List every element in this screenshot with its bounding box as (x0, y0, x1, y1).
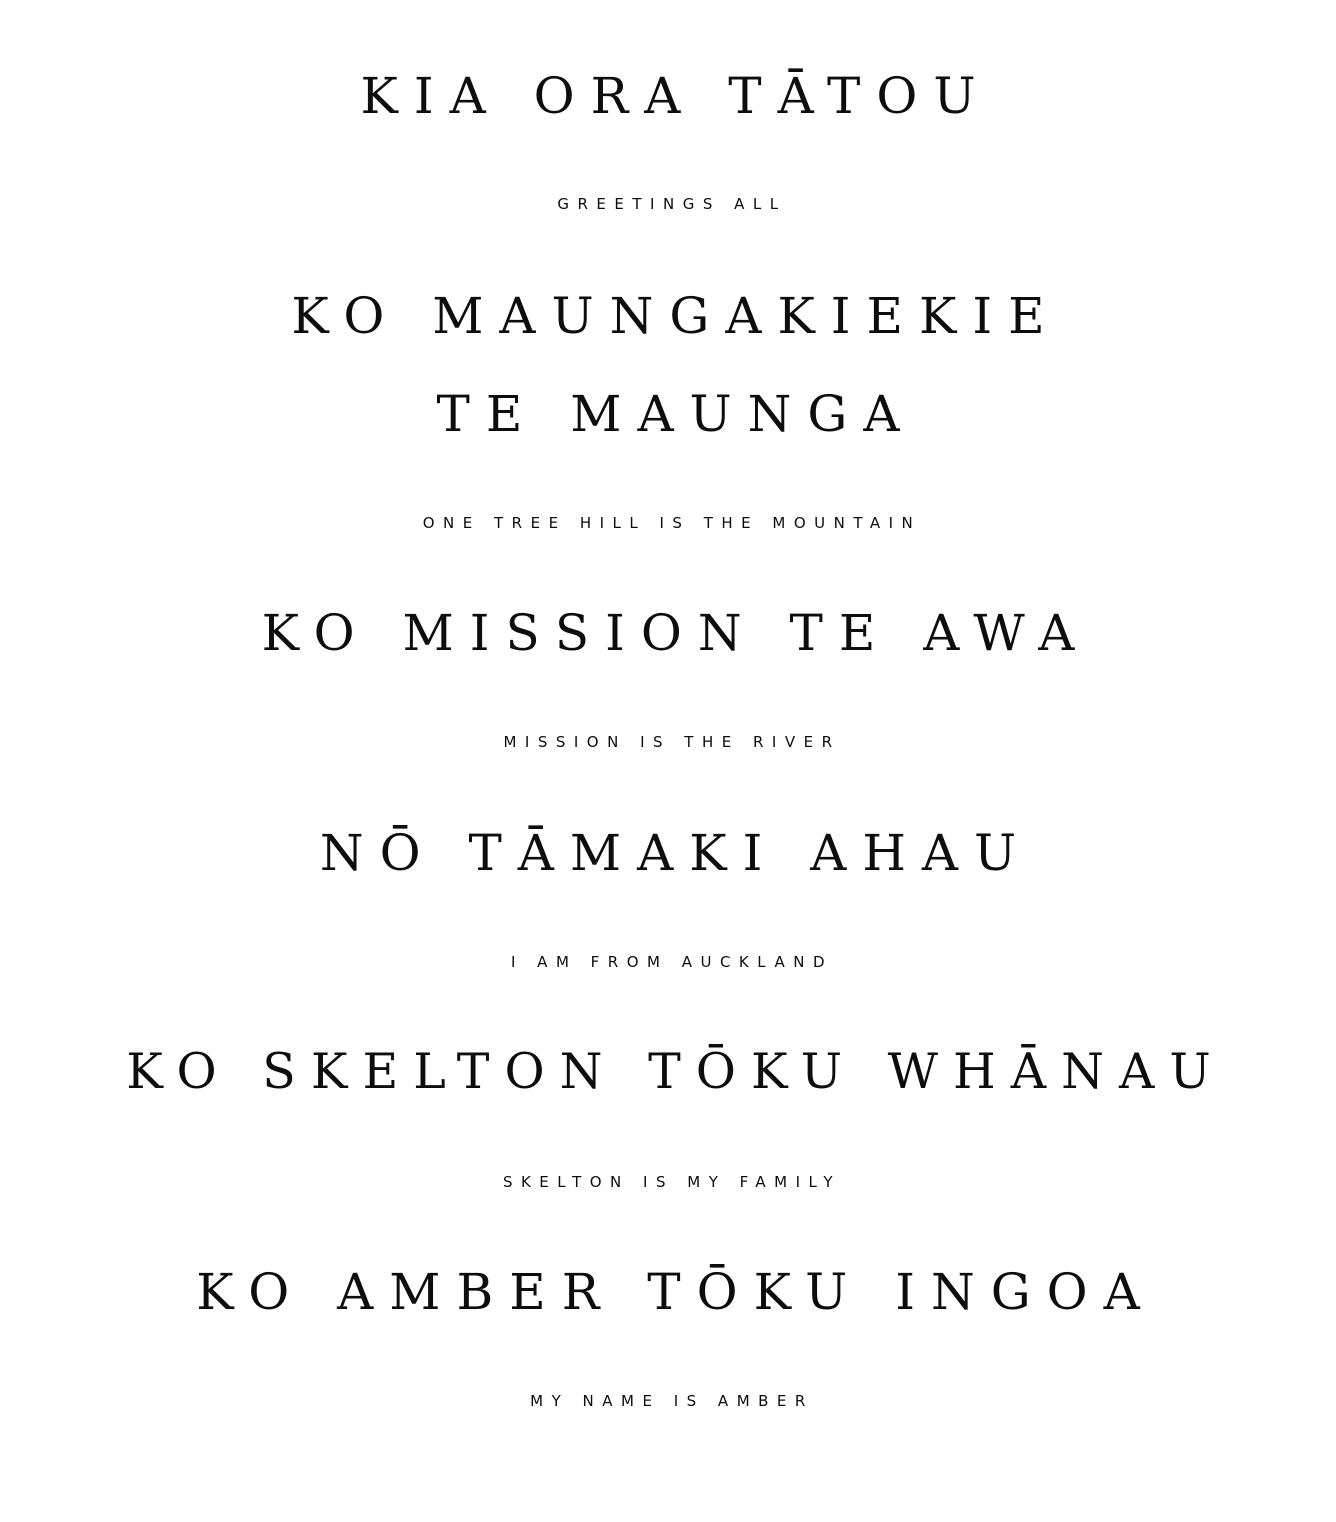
english-line-origin: I AM FROM AUCKLAND (510, 953, 833, 971)
english-line-family: SKELTON IS MY FAMILY (502, 1173, 842, 1191)
english-line-river: MISSION IS THE RIVER (503, 733, 841, 751)
maori-line-family: KO SKELTON TŌKU WHĀNAU (126, 1043, 1226, 1100)
english-line-name: MY NAME IS AMBER (530, 1392, 814, 1410)
english-line-mountain: ONE TREE HILL IS THE MOUNTAIN (422, 514, 922, 532)
maori-line-mountain-part1: KO MAUNGAKIEKIE (291, 287, 1061, 345)
english-line-greeting: GREETINGS ALL (557, 195, 787, 213)
maori-line-river: KO MISSION TE AWA (261, 604, 1091, 662)
maori-line-name: KO AMBER TŌKU INGOA (196, 1263, 1156, 1321)
maori-line-origin: NŌ TĀMAKI AHAU (319, 824, 1033, 882)
maori-line-greeting: KIA ORA TĀTOU (360, 67, 992, 125)
maori-line-mountain-part2: TE MAUNGA (436, 385, 916, 443)
